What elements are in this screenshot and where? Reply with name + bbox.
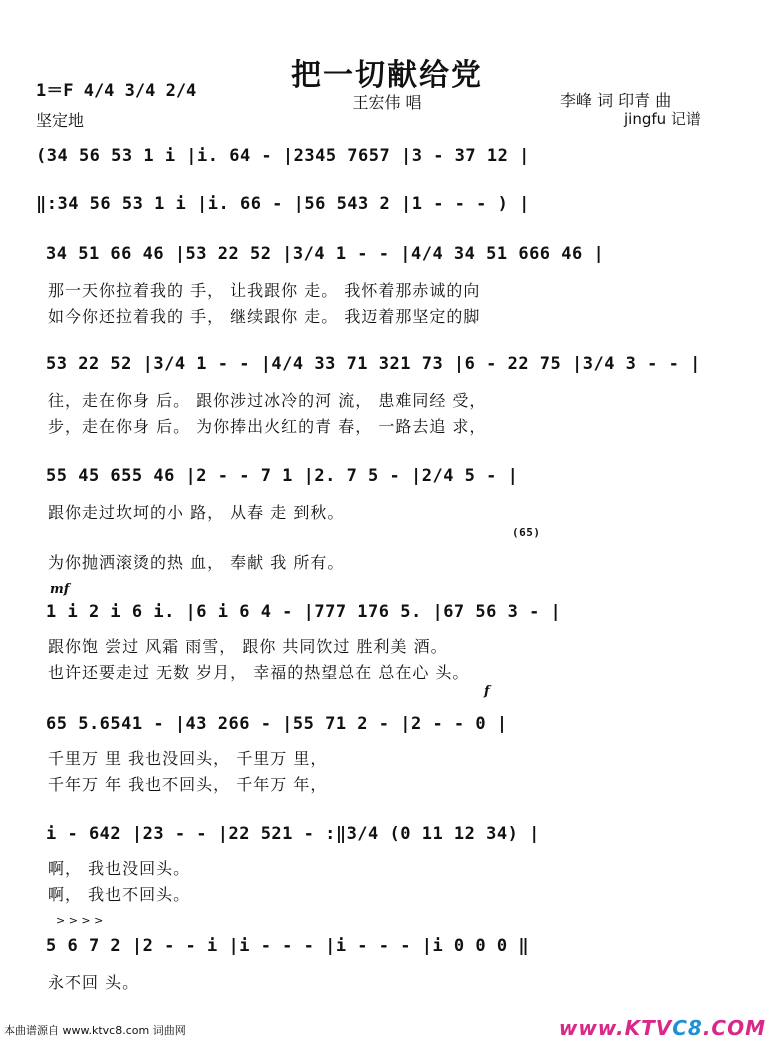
- logo-suffix-text: .COM: [702, 1016, 766, 1040]
- notation-line-1: (34 56 53 1 i |i. 64 - |2345 7657 |3 - 37 12 |: [36, 146, 530, 166]
- source-credit: 本曲谱源自 www.ktvc8.com 词曲网: [4, 1024, 186, 1037]
- notation-line-6: 1 i 2 i 6 i. |6 i 6 4 - |777 176 5. |67 56 3 - |: [46, 602, 562, 622]
- lyric-9: 永不回 头。: [48, 973, 140, 992]
- logo-accent-text: C8: [672, 1016, 703, 1040]
- lyric-7-verse-2: 千年万 年 我也不回头， 千年万 年，: [48, 775, 328, 794]
- notation-line-2: ‖:34 56 53 1 i |i. 66 - |56 543 2 |1 - - - ) |: [36, 194, 530, 214]
- lyric-4-verse-2: 步，走在你身 后。 为你捧出火红的青 春， 一路去追 求，: [48, 417, 487, 436]
- lyric-6-verse-2: 也许还要走过 无数 岁月， 幸福的热望总在 总在心 头。: [48, 663, 470, 682]
- notation-line-3: 34 51 66 46 |53 22 52 |3/4 1 - - |4/4 34 51 666 46 |: [46, 244, 605, 264]
- alternate-notes-annotation: (65): [512, 526, 541, 539]
- lyric-6-verse-1: 跟你饱 尝过 风霜 雨雪， 跟你 共同饮过 胜利美 酒。: [48, 637, 448, 656]
- logo-main-text: www.KTV: [558, 1016, 673, 1040]
- notation-line-8: i - 642 |23 - - |22 521 - :‖3/4 (0 11 12 34) |: [46, 824, 540, 844]
- song-title: 把一切献给党: [291, 58, 483, 93]
- notation-line-9: 5 6 7 2 |2 - - i |i - - - |i - - - |i 0 0 0 ‖: [46, 936, 530, 956]
- singer-credit: 王宏伟 唱: [352, 93, 422, 112]
- lyric-8-verse-2: 啊， 我也不回头。: [48, 885, 191, 904]
- notation-line-4: 53 22 52 |3/4 1 - - |4/4 33 71 321 73 |6 - 22 75 |3/4 3 - - |: [46, 354, 701, 374]
- lyric-8-verse-1: 啊， 我也没回头。: [48, 859, 191, 878]
- key-signature: 1＝F 4/4 3/4 2/4: [36, 81, 197, 101]
- lyric-5-verse-2: 为你抛洒滚烫的热 血， 奉献 我 所有。: [48, 553, 345, 572]
- composer-credits: 李峰 词 印青 曲: [560, 91, 672, 110]
- notation-line-7: 65 5.6541 - |43 266 - |55 71 2 - |2 - - 0 |: [46, 714, 508, 734]
- lyric-5-verse-1: 跟你走过坎坷的小 路， 从春 走 到秋。: [48, 503, 345, 522]
- notation-line-5: 55 45 655 46 |2 - - 7 1 |2. 7 5 - |2/4 5 - |: [46, 466, 519, 486]
- lyric-7-verse-1: 千里万 里 我也没回头， 千里万 里，: [48, 749, 328, 768]
- dynamic-mf: mf: [50, 582, 70, 597]
- lyric-4-verse-1: 往，走在你身 后。 跟你涉过冰冷的河 流， 患难同经 受，: [48, 391, 487, 410]
- site-logo: [559, 1016, 766, 1040]
- transcriber-credit: jingfu 记谱: [624, 110, 701, 128]
- lyric-3-verse-2: 如今你还拉着我的 手， 继续跟你 走。 我迈着那坚定的脚: [48, 307, 481, 326]
- dynamic-f: f: [484, 684, 490, 699]
- lyric-3-verse-1: 那一天你拉着我的 手， 让我跟你 走。 我怀着那赤诚的向: [48, 281, 481, 300]
- accent-marks: > > > >: [56, 914, 104, 927]
- tempo-marking: 坚定地: [36, 111, 85, 130]
